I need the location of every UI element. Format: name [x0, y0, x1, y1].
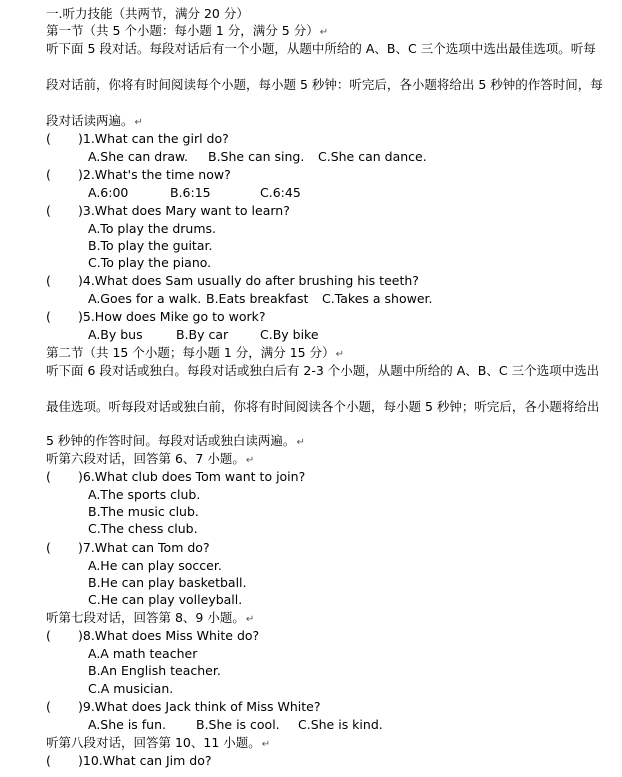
- q4-option-b: B.Eats breakfast: [206, 291, 309, 306]
- q3-option-c: C.To play the piano.: [88, 255, 212, 270]
- q9-option-b: B.She is cool.: [196, 717, 280, 732]
- q1-option-c: C.She can dance.: [318, 149, 427, 164]
- part2-instructions-1: 听下面 6 段对话或独白。每段对话或独白后有 2-3 个小题，从题中所给的 A、B、C 三个选项中选出: [46, 363, 600, 378]
- q4-option-c: C.Takes a shower.: [322, 291, 433, 306]
- q5-option-a: A.By bus: [88, 327, 143, 342]
- q7-option-c: C.He can play volleyball.: [88, 592, 243, 607]
- part2-title: 第二节（共 15 个小题；每小题 1 分，满分 15 分）↵: [46, 345, 344, 360]
- q2-option-c: C.6:45: [260, 185, 301, 200]
- group-7-heading: 听第七段对话，回答第 8、9 小题。↵: [46, 610, 255, 625]
- section-title: 一.听力技能（共两节，满分 20 分）: [46, 6, 249, 21]
- q3-option-b: B.To play the guitar.: [88, 238, 213, 253]
- q8-option-b: B.An English teacher.: [88, 663, 221, 678]
- q7-option-a: A.He can play soccer.: [88, 558, 222, 573]
- q6-option-a: A.The sports club.: [88, 487, 201, 502]
- q2-option-b: B.6:15: [170, 185, 211, 200]
- part2-instructions-3: 5 秒钟的作答时间。每段对话或独白读两遍。↵: [46, 433, 305, 448]
- part1-instructions-2: 段对话前，你将有时间阅读每个小题，每小题 5 秒钟：听完后，各小题将给出 5 秒钟的作答时间，每: [46, 77, 603, 92]
- part2-instructions-2: 最佳选项。听每段对话或独白前，你将有时间阅读各个小题，每小题 5 秒钟；听完后，各小题将给出: [46, 399, 600, 414]
- q5-option-b: B.By car: [176, 327, 229, 342]
- q1-option-b: B.She can sing.: [208, 149, 305, 164]
- q6-option-c: C.The chess club.: [88, 521, 198, 536]
- part1-instructions-1: 听下面 5 段对话。每段对话后有一个小题，从题中所给的 A、B、C 三个选项中选出最佳选项。听每: [46, 41, 596, 56]
- q2-option-a: A.6:00: [88, 185, 129, 200]
- document-page: 一.听力技能（共两节，满分 20 分） 第一节（共 5 个小题：每小题 1 分，满分 5 分）↵ 听下面 5 段对话。每段对话后有一个小题，从题中所给的 A、B、C 三个选项中选出最佳选项。听每 段对话前，你将有时间阅读每个小题，每小题 5 秒钟：听完后，各小题将给出 5 秒钟的作答时间，每 段对话读两遍。↵ ( )1.What can the girl do? A.She can draw. B.She can sing. C.She can dance. ( )2.What's the time now? A.6:00 B.6:15 C.6:45 ( )3.What does Mary want to learn? A.To play the drums. B.To play the guitar. C.To play the piano. ( )4.What does Sam usually do after brushing his teeth? A.Goes for a walk. B.Eats breakfast C.Takes a shower. ( )5.How does Mike go to work? A.By bus B.By car C.By bike 第二节（共 15 个小题；每小题 1 分，满分 15 分）↵ 听下面 6 段对话或独白。每段对话或独白后有 2-3 个小题，从题中所给的 A、B、C 三个选项中选出 最佳选项。听每段对话或独白前，你将有时间阅读各个小题，每小题 5 秒钟；听完后，各小题将给出 5 秒钟的作答时间。每段对话或独白读两遍。↵ 听第六段对话，回答第 6、7 小题。↵ ( )6.What club does Tom want to join? A.The sports club. B.The music club. C.The chess club. ( )7.What can Tom do? A.He can play soccer. B.He can play basketball. C.He can play volleyball. 听第七段对话，回答第 8、9 小题。↵ ( )8.What does Miss White do? A.A math teacher B.An English teacher. C.A musician. ( )9.What does Jack think of Miss White? A.She is fun. B.She is cool. C.She is kind. 听第八段对话，回答第 10、11 小题。↵ ( )10.What can Jim do?: [0, 0, 622, 777]
- q8-option-c: C.A musician.: [88, 681, 174, 696]
- q1-option-a: A.She can draw.: [88, 149, 189, 164]
- part1-title: 第一节（共 5 个小题：每小题 1 分，满分 5 分）↵: [46, 23, 329, 38]
- q4-option-a: A.Goes for a walk.: [88, 291, 202, 306]
- group-6-heading: 听第六段对话，回答第 6、7 小题。↵: [46, 451, 255, 466]
- q6-option-b: B.The music club.: [88, 504, 199, 519]
- q5-option-c: C.By bike: [260, 327, 319, 342]
- q7-option-b: B.He can play basketball.: [88, 575, 247, 590]
- part1-instructions-3: 段对话读两遍。↵: [46, 113, 143, 128]
- q9-option-c: C.She is kind.: [298, 717, 383, 732]
- q8-option-a: A.A math teacher: [88, 646, 198, 661]
- group-8-heading: 听第八段对话，回答第 10、11 小题。↵: [46, 735, 271, 750]
- q3-option-a: A.To play the drums.: [88, 221, 217, 236]
- q9-option-a: A.She is fun.: [88, 717, 167, 732]
